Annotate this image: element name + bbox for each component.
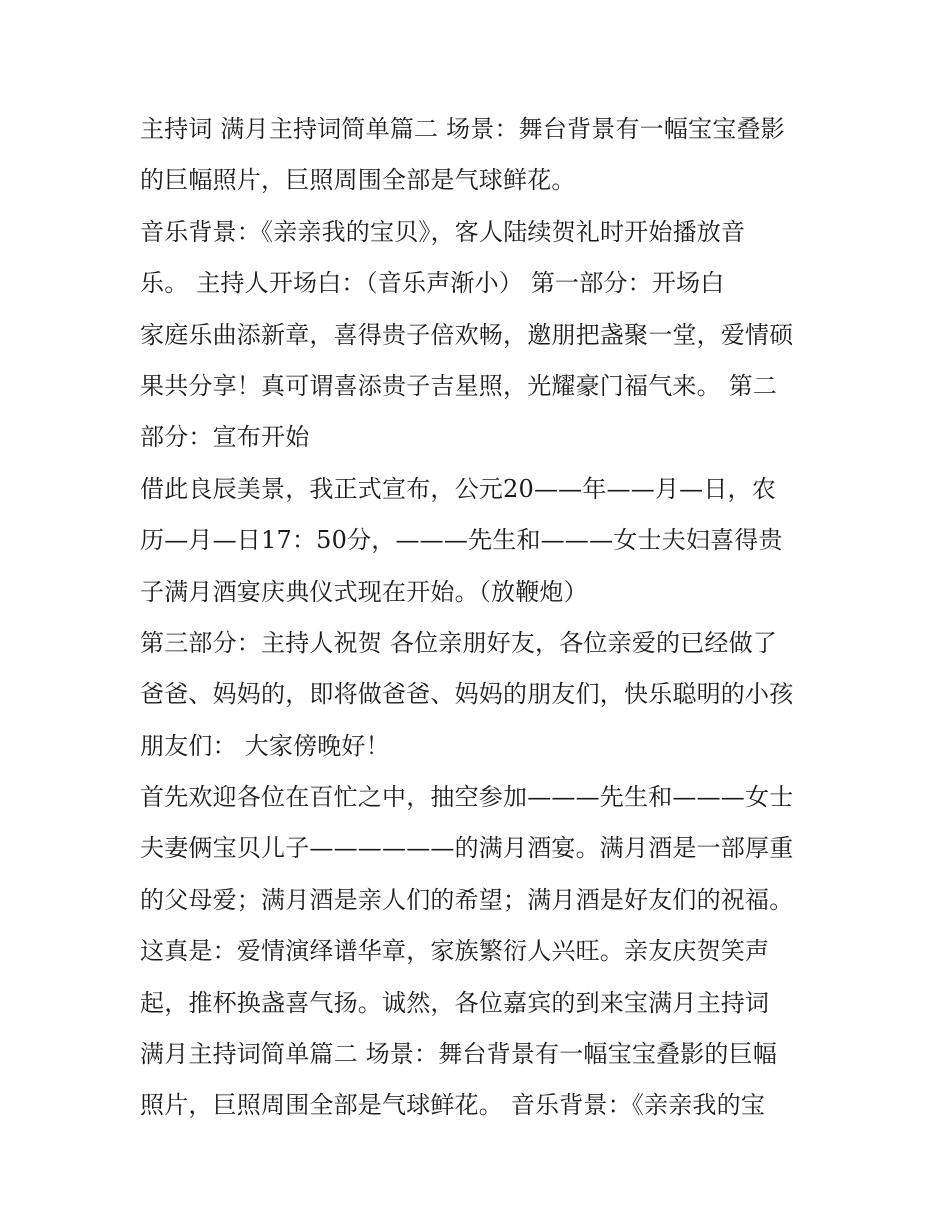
text-line: 的父母爱；满月酒是亲人们的希望；满月酒是好友们的祝福。 [140, 885, 794, 914]
text-line: 家庭乐曲添新章，喜得贵子倍欢畅，邀朋把盏聚一堂，爱情硕 [140, 320, 794, 349]
text-line: 朋友们： 大家傍晚好！ [140, 731, 390, 760]
text-line: 爸爸、妈妈的，即将做爸爸、妈妈的朋友们，快乐聪明的小孩 [140, 680, 794, 709]
text-line: 音乐背景：《亲亲我的宝贝》，客人陆续贺礼时开始播放音 [140, 217, 746, 246]
text-line: 起，推杯换盏喜气扬。诚然，各位嘉宾的到来宝满月主持词 [140, 988, 770, 1017]
text-line: 第三部分：主持人祝贺 各位亲朋好友，各位亲爱的已经做了 [140, 628, 778, 657]
text-line: 部分：宣布开始 [140, 423, 310, 452]
text-line: 借此良辰美景，我正式宣布，公元20——年——月—日，农 [140, 474, 776, 503]
text-line: 主持词 满月主持词简单篇二 场景：舞台背景有一幅宝宝叠影 [140, 115, 785, 143]
text-line: 子满月酒宴庆典仪式现在开始。（放鞭炮） [140, 577, 588, 606]
text-line: 首先欢迎各位在百忙之中，抽空参加———先生和———女士 [140, 783, 794, 812]
text-line: 照片，巨照周围全部是气球鲜花。 音乐背景：《亲亲我的宝 [140, 1091, 766, 1120]
text-line: 满月主持词简单篇二 场景：舞台背景有一幅宝宝叠影的巨幅 [140, 1040, 778, 1069]
text-line: 的巨幅照片，巨照周围全部是气球鲜花。 [140, 166, 576, 195]
text-line: 乐。 主持人开场白：（音乐声渐小） 第一部分：开场白 [140, 269, 725, 298]
text-line: 果共分享！真可谓喜添贵子吉星照，光耀豪门福气来。 第二 [140, 371, 778, 400]
document-body [140, 104, 830, 1132]
text-line: 这真是：爱情演绎谱华章，家族繁衍人兴旺。亲友庆贺笑声 [140, 937, 770, 966]
text-line: 历—月—日17：50分，———先生和———女士夫妇喜得贵 [140, 526, 783, 555]
text-line: 夫妻俩宝贝儿子——————的满月酒宴。满月酒是一部厚重 [140, 834, 794, 863]
